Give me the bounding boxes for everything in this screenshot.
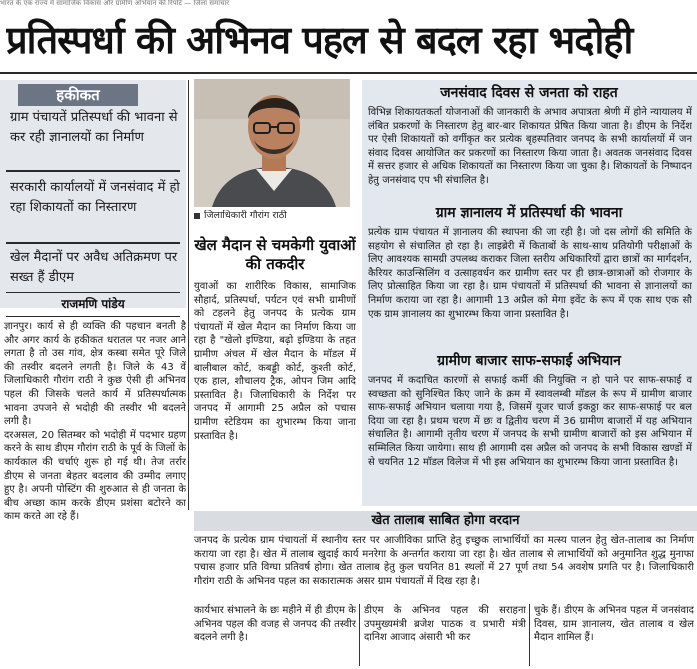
middle-subhead: खेल मैदान से चमकेगी युवाओं की तकदीर — [194, 236, 356, 273]
portrait-illustration — [194, 79, 350, 207]
top-strip: भारत के एक राज्य में सामाजिक विकास और ग्रामीण अभियान की रिपोर्ट — जिला समाचार — [0, 0, 230, 6]
bottom-column: कार्यभार संभालने के छः महीने में ही डीएम के अभिनव पहल की वजह से जनपद की तस्वीर बदलने लगी है। — [194, 605, 356, 644]
sidebar-badge: हकीकत — [18, 84, 138, 106]
portrait-photo — [194, 79, 350, 207]
bottom-column: चुके हैं। डीएम के अभिनव पहल में जनसंवाद दिवस, ग्राम ज्ञानालय, खेत तालाब व खेल मैदान शामिल हैं। — [534, 605, 694, 644]
sidebar-point: ग्राम पंचायतें प्रतिस्पर्धा की भावना से कर रही ज्ञानालयों का निर्माण — [10, 110, 178, 145]
sidebar-point: खेल मैदानों पर अवैध अतिक्रमण पर सख्त हैं डीएम — [10, 250, 178, 285]
bottom-headline: खेत तालाब साबित होगा वरदान — [371, 513, 520, 528]
page-headline: प्रतिस्पर्धा की अभिनव पहल से बदल रहा भदोही — [6, 18, 633, 62]
byline-rule-top — [6, 292, 180, 293]
right-section-title: जनसंवाद दिवस से जनता को राहत — [440, 85, 618, 101]
photo-caption — [194, 210, 354, 224]
sidebar-divider — [6, 170, 180, 172]
headline-rule — [0, 72, 697, 74]
photo-caption-text: जिलाधिकारी गौरांग राठी — [204, 210, 287, 221]
column-rule — [188, 80, 189, 510]
caption-bullet-icon — [194, 213, 200, 219]
right-section-title: ग्रामीण बाजार साफ-सफाई अभियान — [437, 353, 621, 369]
bottom-column: डीएम के अभिनव पहल की सराहना उपमुख्यमंत्री ब्रजेश पाठक व प्रभारी मंत्री दानिश आजाद अंसारी भी कर — [364, 605, 526, 644]
right-section-text: विभिन्न शिकायतकर्ता योजनाओं की जानकारी के अभाव अपात्रता श्रेणी में होने न्यायालय में लंबित प्रकरणों के निस्तारण हेतु बार-बार शिकायत प्रेषित किया जाता है। डीएम के निर्देश पर ऐसी शिकायतों को वर्गीकृत कर प्रत्येक बृहस्पतिवार जनपद के सभी कार्यालयों में जन संवाद दिवस आयोजित कर प्रकरणों का निस्तारण किया जाता है। अवतक जनसंवाद दिवस में सत्तर हजार से अधिक शिकायतों का निस्तारण किया जा चुका है। शिकायतों के निष्पादन हेतु जनसंवाद एप भी संचालित है। — [368, 107, 692, 186]
right-section-text: जनपद में कदाचित कारणों से सफाई कर्मी की नियुक्ति न हो पाने पर साफ-सफाई व स्वच्छता को सुनिश्चित किए जाने के क्रम में स्वावलम्बी मॉडल के रूप में ग्रामीण बाजार साफ-सफाई अभियान चलाया गया है, जिसमें यूजर चार्ज इकठ्ठा कर साफ-सफाई पर बल दिया जा रहा है। प्रथम चरण में छः व द्वितीय चरण में 36 ग्रामीण बाजारों में यह अभियान संचालित है। आगामी तृतीय चरण में जनपद के सभी ग्रामीण बाजारों को इस अभियान में सम्मिलित किया जायेगा। साथ ही आगामी दस अप्रैल को जनपद के सभी विकास खण्डों में से चयनित 12 मॉडल विलेज में भी इस अभियान का शुभारम्भ किया जाना प्रस्तावित है। — [368, 375, 692, 468]
right-section-title: ग्राम ज्ञानालय में प्रतिस्पर्धा की भावना — [435, 205, 623, 221]
bottom-article-text: जनपद के प्रत्येक ग्राम पंचायतों में स्थानीय स्तर पर आजीविका प्राप्ति हेतु इच्छुक लाभार्थियों का मत्स्य पालन हेतु खेत-तालाब का निर्माण कराया जा रहा है। खेत में तालाब खुदाई कार्य मनरेगा के अन्तर्गत कराया जा रहा है। खेत तालाब से लाभार्थियों को अनुमानित शुद्ध मुनाफा पचास हजार प्रति विग्घा प्रतिवर्ष होगा। खेत तालाब हेतु कुल चयनित 81 स्थलों में 27 पूर्ण तथा 54 अवशेष प्रगति पर है। जिलाधिकारी गौरांग राठी के अभिनव पहल का सकारात्मक असर ग्राम पंचायतों में दिख रहा है। — [194, 535, 694, 587]
right-section-text: प्रत्येक ग्राम पंचायत में ज्ञानालय की स्थापना की जा रही है। जो दस लोगों की समिति के सहयोग से संचालित हो रहा है। लाइब्रेरी में किताबों के साथ-साथ प्रतियोगी परीक्षाओं के लिए आवश्यक सामग्री उपलब्ध कराकर जिला स्तरीय अधिकारियों द्वारा छात्रों का मार्गदर्शन, कैरियर काउन्सिलिंग व उत्साहवर्धन कर ग्रामीण स्तर पर ही छात्र-छात्राओं को रोजगार के लिए प्रोत्साहित किया जा रहा है। ग्राम पंचायतों में प्रतिस्पर्धा की भावना से ज्ञानालयों का निर्माण कराया जा रहा है। आगामी 13 अप्रैल को मेगा इवेंट के रूप में एक साथ एक सौ एक ग्राम ज्ञानालय का शुभारम्भ किया जाना प्रस्तावित है। — [368, 227, 692, 320]
bottom-column-rule — [359, 604, 360, 666]
left-article-text: ज्ञानपुर। कार्य से ही व्यक्ति की पहचान बनती है और अगर कार्य के हकीकत धरातल पर नजर आने लगता है तो उस गांव, क्षेत्र कस्बा समेत पूरे जिले की तस्वीर बदलने लगती है। जिले के 43 वें जिलाधिकारी गौरांग राठी ने कुछ ऐसी ही अभिनव पहल की जिसके चलते कार्य में प्रतिस्पर्धात्मक भावना उपजने से भदोही की तस्वीर भी बदलने लगी है। दरअसल, 20 सितम्बर को भदोही में पदभार ग्रहण करने के साथ डीएम गौरांग राठी के पूर्व के जिलों के कार्यकाल की चर्चाएं शुरू हो गई थी। तेज तर्रार डीएम से जनता बेहतर बदलाव की उम्मीद लगाए हुए है। अपनी पोस्टिंग की शुरुआत से ही जनता के बीच अच्छा काम करके डीएम प्रशंसा बटोरने का काम करते आ रहे हैं। — [4, 321, 186, 523]
middle-article-text: युवाओं का शारीरिक विकास, सामाजिक सौहार्द, प्रतिस्पर्धा, पर्यटन एवं सभी ग्रामीणों को टहलने हेतु जनपद के प्रत्येक ग्राम पंचायतों में खेल मैदान का निर्माण किया जा रहा है "खेलो इण्डिया, बढ़ो इण्डिया के तहत ग्रामीण अंचल में खेल मैदान के मॉडल में बालीबाल कोर्ट, कबड्डी कोर्ट, कुश्ती कोर्ट, एक हाल, शौचालय ट्रैक, ओपन जिम आदि प्रस्तावित है। जिलाधिकारी के निर्देश पर जनपद में आगामी 25 अप्रैल को पचास ग्रामीण स्टेडियम का शुभारम्भ किया जाना प्रस्तावित है। — [194, 281, 356, 442]
byline: राजमणि पांडेय — [61, 297, 125, 311]
sidebar-divider — [6, 242, 180, 244]
bottom-column-rule — [529, 604, 530, 666]
byline-rule-bottom — [6, 316, 180, 317]
sidebar-point: सरकारी कार्यालयों में जनसंवाद में हो रहा शिकायतों का निस्तारण — [10, 180, 180, 215]
